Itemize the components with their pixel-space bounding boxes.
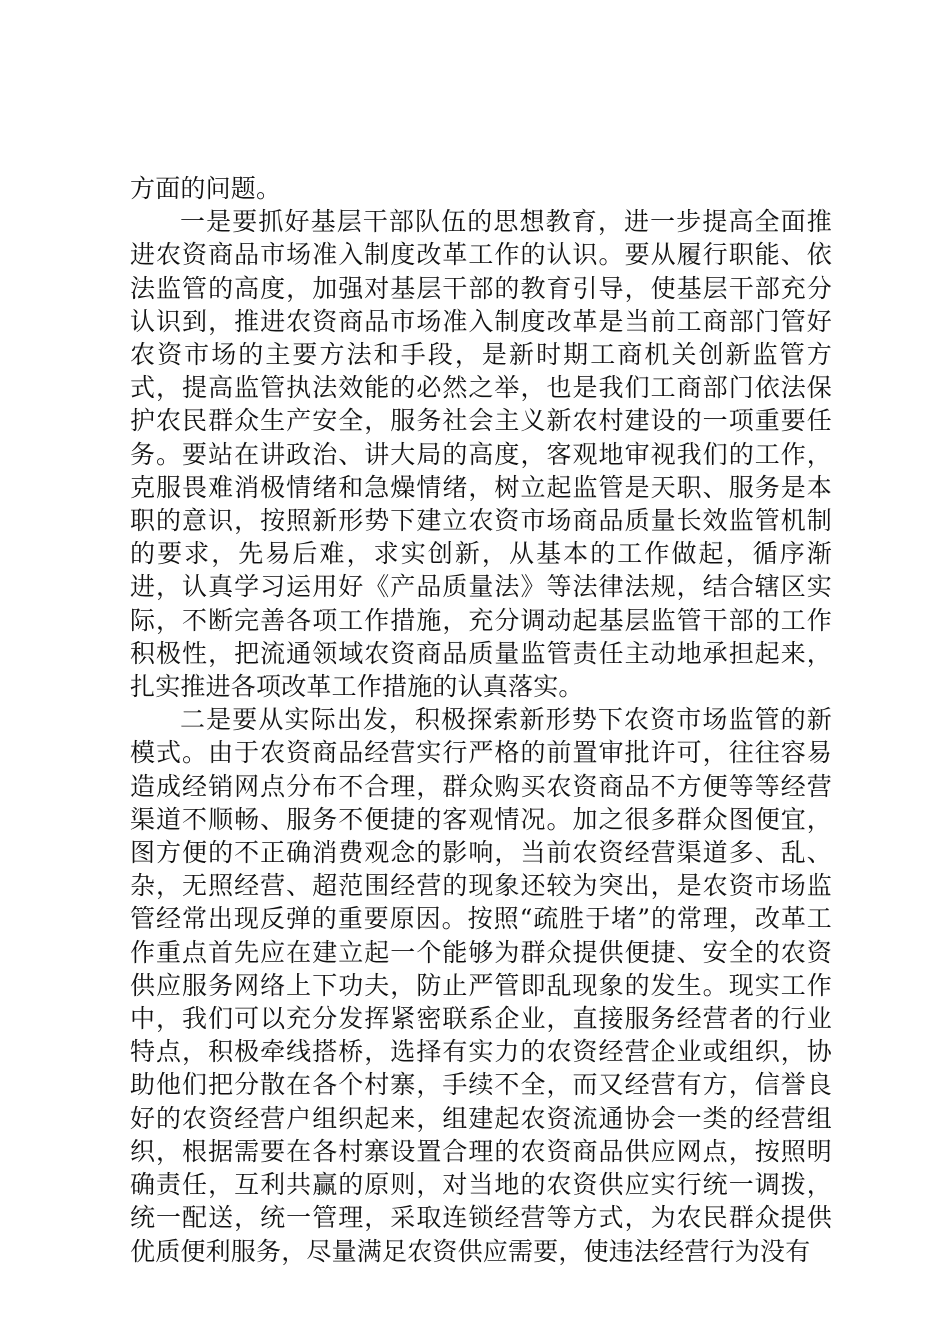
paragraph-continuation: 方面的问题。 [130, 174, 282, 203]
paragraph-two: 二是要从实际出发，积极探索新形势下农资市场监管的新模式。由于农资商品经营实行严格的前置审批许可，往往容易造成经销网点分布不合理，群众购买农资商品不方便等等经营渠道不顺畅、服务不便捷的客观情况。加之很多群众图便宜，图方便的不正确消费观念的影响，当前农资经营渠道多、乱、杂，无照经营、超范围经营的现象还较为突出，是农资市场监管经常出现反弹的重要原因。按照“疏胜于堵”的常理，改革工作重点首先应在建立起一个能够为群众提供便捷、安全的农资供应服务网络上下功夫，防止严管即乱现象的发生。现实工作中，我们可以充分发挥紧密联系企业，直接服务经营者的行业特点，积极牵线搭桥，选择有实力的农资经营企业或组织，协助他们把分散在各个村寨，手续不全，而又经营有方，信誉良好的农资经营户组织起来，组建起农资流通协会一类的经营组织，根据需要在各村寨设置合理的农资商品供应网点，按照明确责任，互利共赢的原则，对当地的农资供应实行统一调拨，统一配送，统一管理，采取连锁经营等方式，为农民群众提供优质便利服务，尽量满足农资供应需要，使违法经营行为没有 [130, 705, 832, 1266]
paragraph-one: 一是要抓好基层干部队伍的思想教育，进一步提高全面推进农资商品市场准入制度改革工作的认识。要从履行职能、依法监管的高度，加强对基层干部的教育引导，使基层干部充分认识到，推进农资商品市场准入制度改革是当前工商部门管好农资市场的主要方法和手段，是新时期工商机关创新监管方式，提高监管执法效能的必然之举，也是我们工商部门依法保护农民群众生产安全，服务社会主义新农村建设的一项重要任务。要站在讲政治、讲大局的高度，客观地审视我们的工作，克服畏难消极情绪和急燥情绪，树立起监管是天职、服务是本职的意识，按照新形势下建立农资市场商品质量长效监管机制的要求，先易后难，求实创新，从基本的工作做起，循序渐进，认真学习运用好《产品质量法》等法律法规，结合辖区实际，不断完善各项工作措施，充分调动起基层监管干部的工作积极性，把流通领域农资商品质量监管责任主动地承担起来，扎实推进各项改革工作措施的认真落实。 [130, 207, 832, 702]
document-page [130, 172, 832, 1268]
